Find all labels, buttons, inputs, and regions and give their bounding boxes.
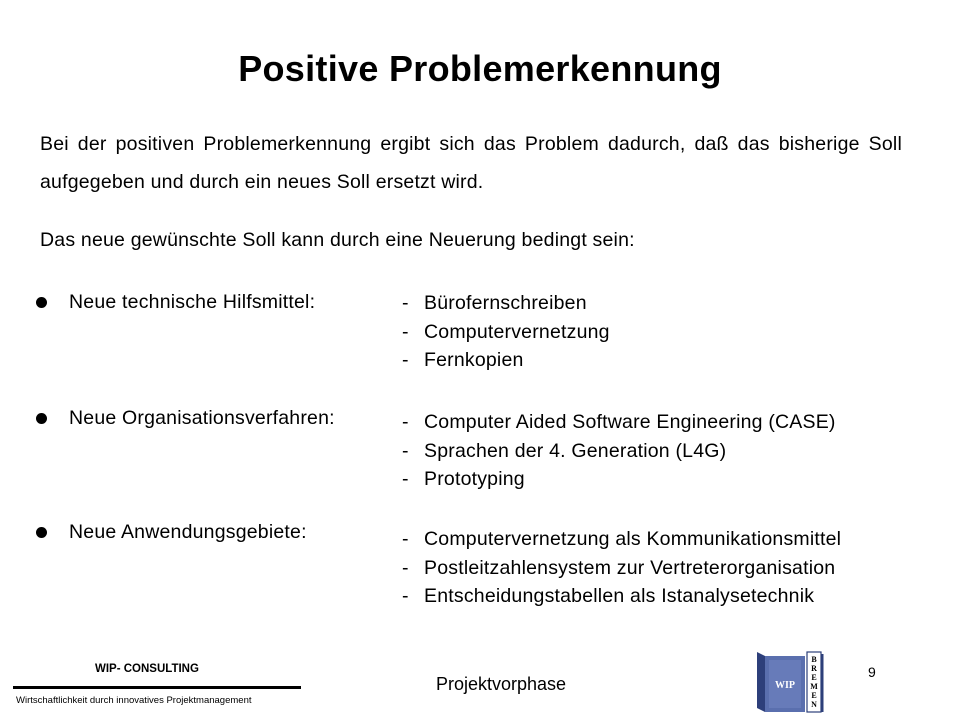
- bullet-dot-icon: [36, 413, 47, 424]
- logo-letter: E: [811, 673, 817, 682]
- list-item: - Computervernetzung: [402, 320, 610, 343]
- category-label-text: Neue technische Hilfsmittel:: [69, 291, 316, 313]
- logo-text: WIP: [775, 680, 795, 691]
- footer-tagline: Wirtschaftlichkeit durch innovatives Projektmanagement: [16, 695, 252, 706]
- category-label-organisation: [36, 407, 335, 430]
- list-item: - Fernkopien: [402, 349, 524, 371]
- list-item: - Postleitzahlensystem zur Vertreterorganisation: [402, 556, 836, 579]
- logo-letter: R: [811, 664, 817, 673]
- lead-paragraph: Das neue gewünschte Soll kann durch eine Neuerung bedingt sein:: [40, 229, 635, 251]
- footer-section-title: Projektvorphase: [436, 674, 567, 694]
- list-item: - Computervernetzung als Kommunikationsmittel: [402, 528, 842, 550]
- list-item: - Bürofernschreiben: [402, 292, 587, 314]
- list-item: - Entscheidungstabellen als Istanalysetechnik: [402, 585, 815, 607]
- category-items-technical: [402, 289, 610, 375]
- bullet-dot-icon: [36, 527, 47, 538]
- page-number: 9: [868, 664, 876, 680]
- bullet-dot-icon: [36, 297, 47, 308]
- logo-letter: E: [811, 691, 817, 700]
- category-label-text: Neue Anwendungsgebiete:: [69, 521, 307, 543]
- list-item: - Sprachen der 4. Generation (L4G): [402, 439, 727, 462]
- category-label-technical: [36, 291, 315, 314]
- wip-bremen-logo-icon: [755, 650, 825, 714]
- intro-paragraph: Bei der positiven Problemerkennung ergibt sich das Problem dadurch, daß das bisherige Soll aufgegeben und durch ein neues Soll ersetzt wird.: [40, 133, 902, 193]
- list-item: - Prototyping: [402, 468, 525, 490]
- list-item: - Computer Aided Software Engineering (CASE): [402, 411, 836, 433]
- logo-letter: N: [811, 700, 817, 709]
- category-label-applications: [36, 521, 307, 544]
- logo-letter: M: [810, 682, 818, 691]
- footer-company-name: WIP- CONSULTING: [95, 663, 199, 675]
- page-title: Positive Problemerkennung: [238, 48, 722, 89]
- category-items-applications: [402, 525, 841, 611]
- category-items-organisation: [402, 408, 836, 494]
- category-label-text: Neue Organisationsverfahren:: [69, 407, 335, 429]
- footer-divider: [13, 686, 301, 689]
- logo-letter: B: [811, 655, 817, 664]
